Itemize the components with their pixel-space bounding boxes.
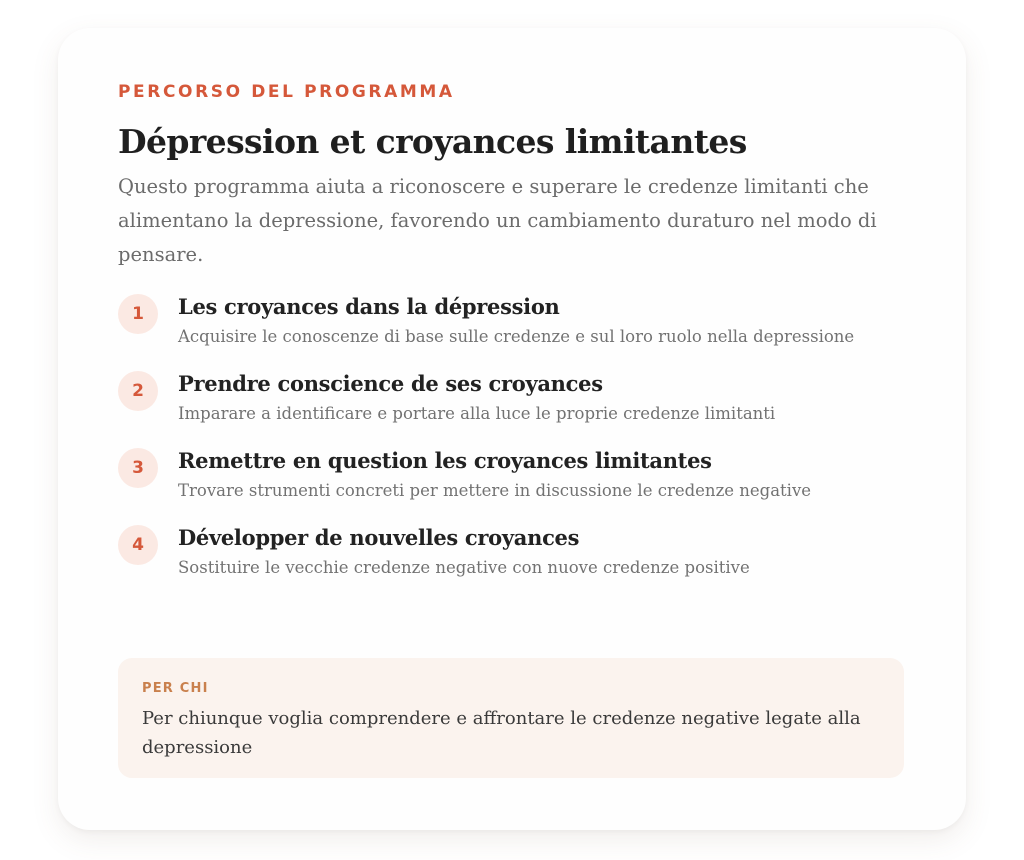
- step-description: Acquisire le conoscenze di base sulle credenze e sul loro ruolo nella depressione: [178, 327, 855, 346]
- step-item: [118, 446, 906, 505]
- audience-panel: [118, 658, 904, 778]
- step-number-badge: 4: [118, 525, 158, 565]
- program-card: [58, 28, 966, 830]
- step-number-badge: 3: [118, 448, 158, 488]
- step-title: Remettre en question les croyances limitantes: [178, 448, 712, 473]
- step-description: Imparare a identificare e portare alla luce le proprie credenze limitanti: [178, 404, 776, 423]
- audience-label: PER CHI: [142, 681, 209, 696]
- step-item: [118, 523, 906, 582]
- section-eyebrow: PERCORSO DEL PROGRAMMA: [118, 82, 455, 102]
- step-title: Les croyances dans la dépression: [178, 294, 560, 319]
- program-title: Dépression et croyances limitantes: [118, 122, 747, 161]
- step-title: Développer de nouvelles croyances: [178, 525, 580, 550]
- step-title: Prendre conscience de ses croyances: [178, 371, 603, 396]
- step-item: [118, 369, 906, 428]
- step-number-badge: 2: [118, 371, 158, 411]
- audience-text: Per chiunque voglia comprendere e affrontare le credenze negative legate alla depressione: [142, 708, 861, 758]
- step-list: [118, 292, 906, 582]
- program-description: Questo programma aiuta a riconoscere e superare le credenze limitanti che alimentano la depressione, favorendo un cambiamento duraturo nel modo di pensare.: [118, 175, 877, 266]
- step-description: Trovare strumenti concreti per mettere in discussione le credenze negative: [178, 481, 812, 500]
- step-number-badge: 1: [118, 294, 158, 334]
- step-description: Sostituire le vecchie credenze negative con nuove credenze positive: [178, 558, 750, 577]
- step-item: [118, 292, 906, 351]
